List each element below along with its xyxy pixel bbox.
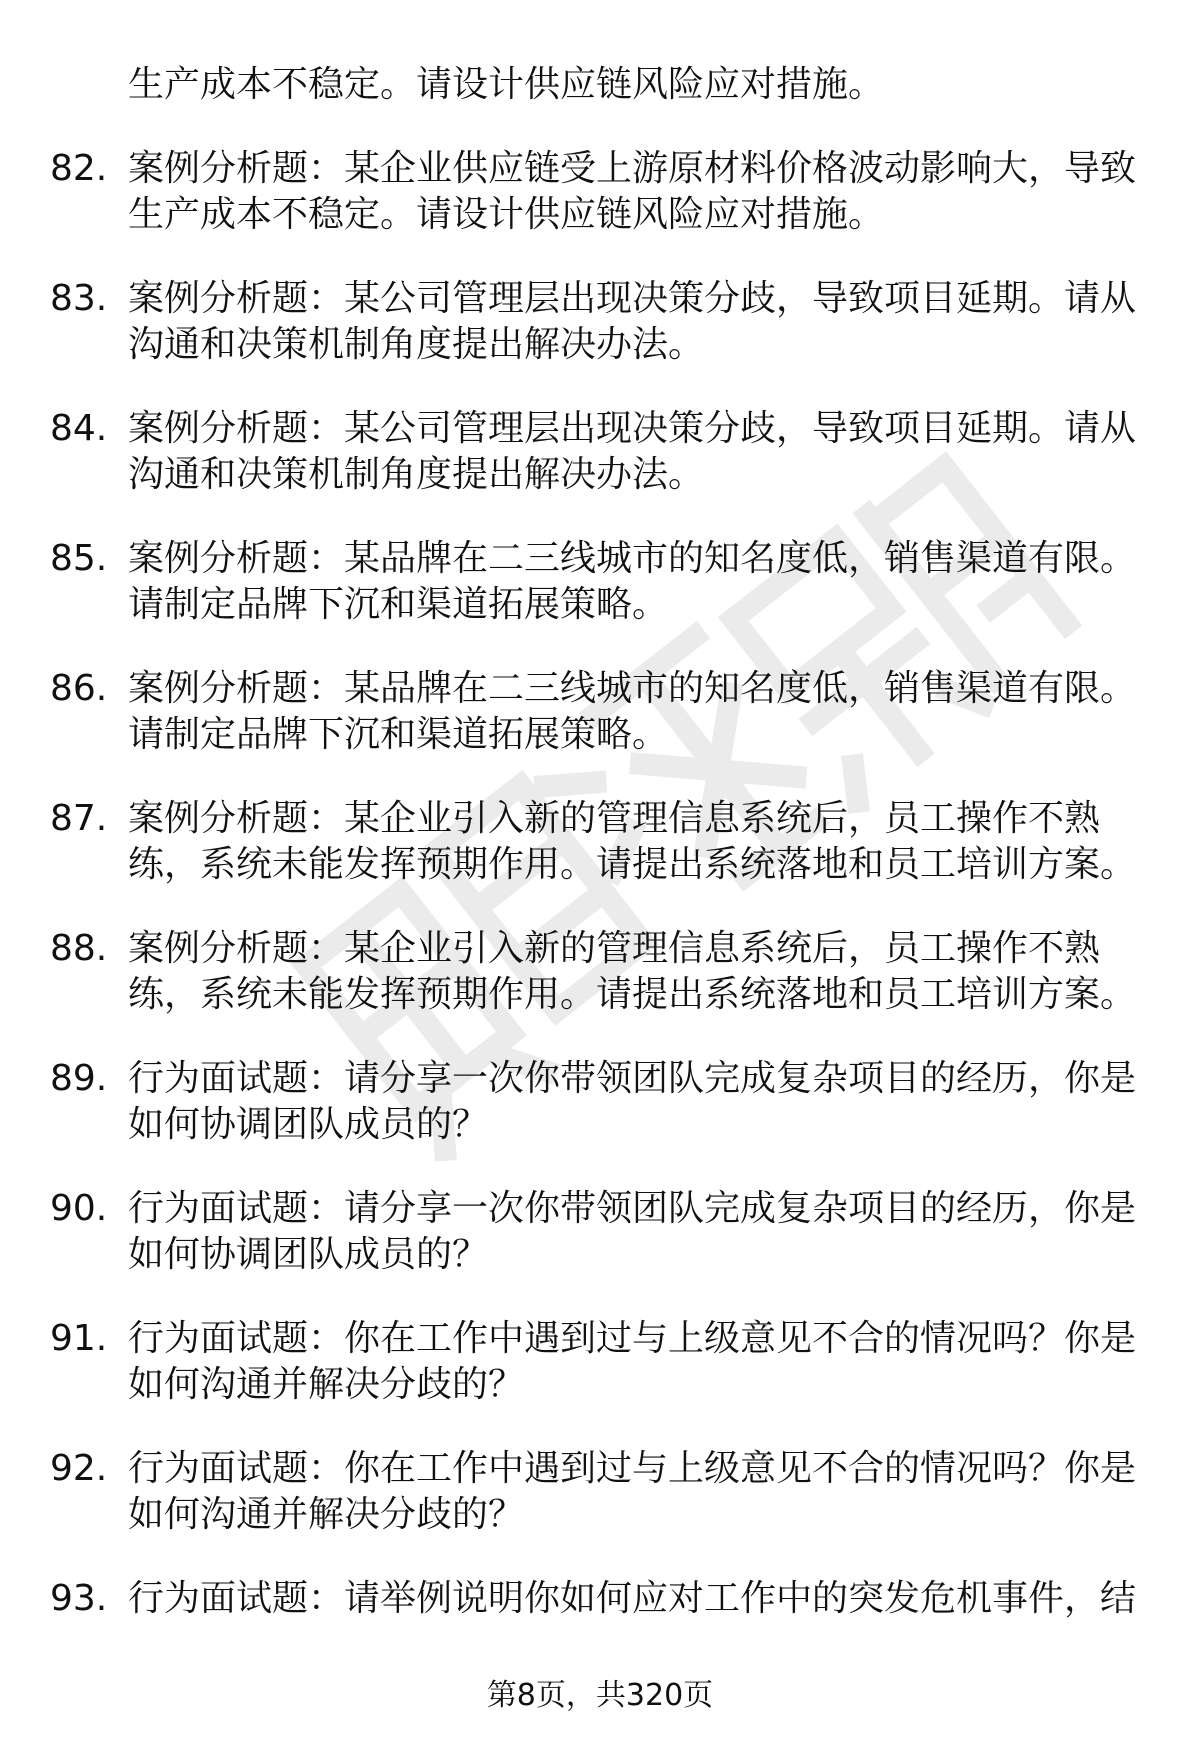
question-line: 沟通和决策机制角度提出解决办法。 [128, 324, 705, 365]
question-line: 如何沟通并解决分歧的？ [128, 1364, 525, 1405]
question-line: 请制定品牌下沉和渠道拓展策略。 [128, 584, 669, 625]
question-line: 案例分析题：某企业供应链受上游原材料价格波动影响大，导致 [128, 148, 1137, 189]
question-item [0, 1186, 1200, 1279]
question-text [128, 1446, 1158, 1538]
question-line: 案例分析题：某公司管理层出现决策分歧，导致项目延期。请从 [128, 278, 1137, 319]
question-number: 90. [50, 1188, 108, 1229]
question-item [0, 926, 1200, 1019]
question-number: 92. [50, 1448, 108, 1489]
question-text [128, 406, 1158, 498]
question-line: 如何沟通并解决分歧的？ [128, 1494, 525, 1535]
question-line: 案例分析题：某公司管理层出现决策分歧，导致项目延期。请从 [128, 408, 1137, 449]
question-line: 请制定品牌下沉和渠道拓展策略。 [128, 714, 669, 755]
question-number: 89. [50, 1058, 108, 1099]
question-item [0, 666, 1200, 759]
question-line: 如何协调团队成员的？ [128, 1104, 489, 1145]
question-item [0, 1316, 1200, 1409]
question-item [0, 406, 1200, 499]
question-text [128, 666, 1158, 758]
question-line: 行为面试题：你在工作中遇到过与上级意见不合的情况吗？你是 [128, 1448, 1137, 1489]
question-line: 案例分析题：某品牌在二三线城市的知名度低，销售渠道有限。 [128, 538, 1137, 579]
question-text [128, 796, 1158, 888]
question-list [0, 146, 1200, 1706]
question-text [128, 536, 1158, 628]
question-line: 行为面试题：你在工作中遇到过与上级意见不合的情况吗？你是 [128, 1318, 1137, 1359]
question-text [128, 1316, 1158, 1408]
question-text [128, 276, 1158, 368]
question-number: 85. [50, 538, 108, 579]
question-line: 行为面试题：请分享一次你带领团队完成复杂项目的经历，你是 [128, 1058, 1137, 1099]
question-line: 如何协调团队成员的？ [128, 1234, 489, 1275]
question-item [0, 276, 1200, 369]
question-item [0, 1576, 1200, 1669]
question-line: 练，系统未能发挥预期作用。请提出系统落地和员工培训方案。 [128, 844, 1137, 885]
question-number: 86. [50, 668, 108, 709]
question-item [0, 1446, 1200, 1539]
question-number: 91. [50, 1318, 108, 1359]
question-item [0, 146, 1200, 239]
question-line: 案例分析题：某企业引入新的管理信息系统后，员工操作不熟 [128, 798, 1101, 839]
question-line: 沟通和决策机制角度提出解决办法。 [128, 454, 705, 495]
question-line: 案例分析题：某品牌在二三线城市的知名度低，销售渠道有限。 [128, 668, 1137, 709]
question-text [128, 146, 1158, 238]
question-line: 行为面试题：请分享一次你带领团队完成复杂项目的经历，你是 [128, 1188, 1137, 1229]
page-footer: 第8页，共320页 [486, 1678, 714, 1713]
question-item [0, 1056, 1200, 1149]
question-item [0, 536, 1200, 629]
question-line: 练，系统未能发挥预期作用。请提出系统落地和员工培训方案。 [128, 974, 1137, 1015]
question-text [128, 1576, 1158, 1622]
question-text [128, 1186, 1158, 1278]
question-number: 88. [50, 928, 108, 969]
question-line: 行为面试题：请举例说明你如何应对工作中的突发危机事件，结 [128, 1578, 1137, 1619]
question-number: 87. [50, 798, 108, 839]
question-number: 93. [50, 1578, 108, 1619]
question-item [0, 796, 1200, 889]
question-text [128, 1056, 1158, 1148]
question-text [128, 926, 1158, 1018]
question-line: 生产成本不稳定。请设计供应链风险应对措施。 [128, 194, 885, 235]
question-number: 83. [50, 278, 108, 319]
continuation-text: 生产成本不稳定。请设计供应链风险应对措施。 [128, 64, 885, 105]
question-number: 84. [50, 408, 108, 449]
question-line: 案例分析题：某企业引入新的管理信息系统后，员工操作不熟 [128, 928, 1101, 969]
question-number: 82. [50, 148, 108, 189]
